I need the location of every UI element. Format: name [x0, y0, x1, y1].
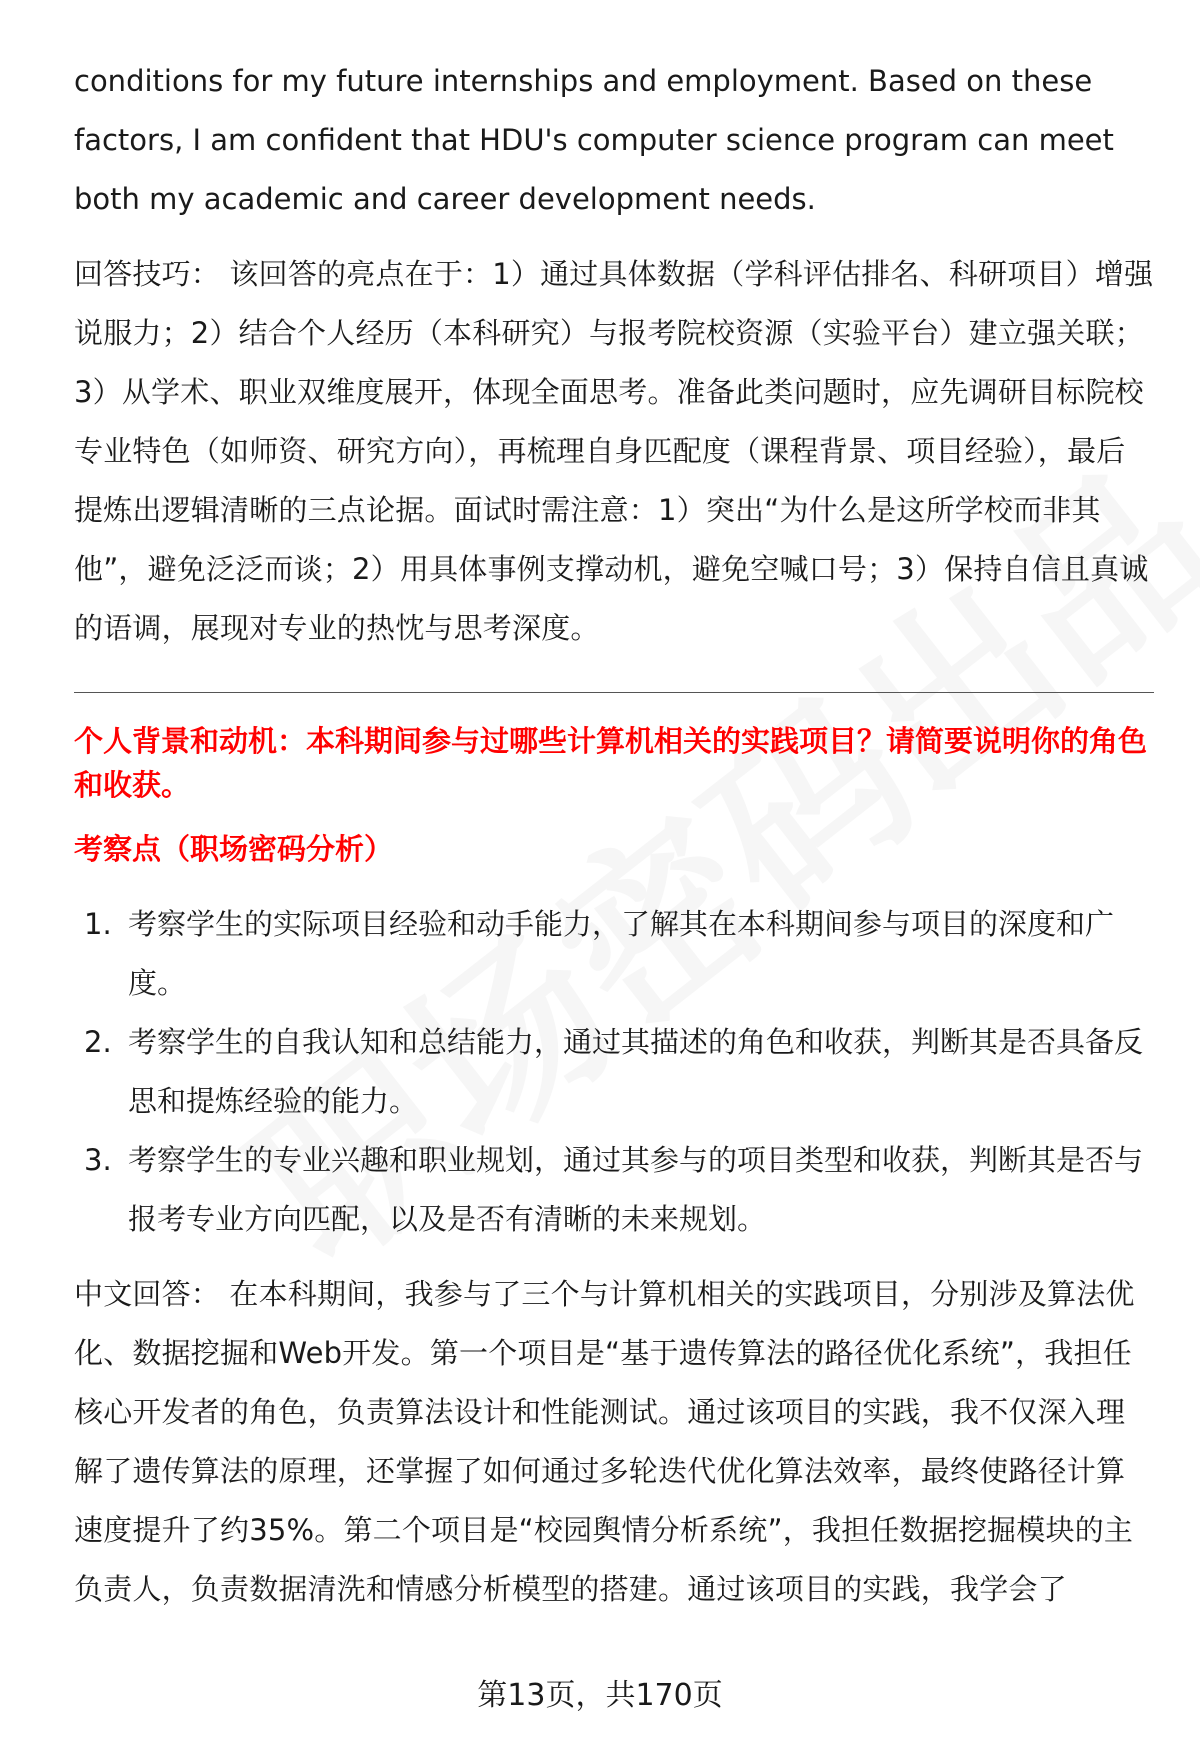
assessment-points-list [74, 895, 1154, 1249]
tips-paragraph: 回答技巧： 该回答的亮点在于：1）通过具体数据（学科评估排名、科研项目）增强说服力；2）结合个人经历（本科研究）与报考院校资源（实验平台）建立强关联；3）从学术、职业双维度展开，体现全面思考。准备此类问题时，应先调研目标院校专业特色（如师资、研究方向），再梳理自身匹配度（课程背景、项目经验），最后提炼出逻辑清晰的三点论据。面试时需注意：1）突出“为什么是这所学校而非其他”，避免泛泛而谈；2）用具体事例支撑动机，避免空喊口号；3）保持自信且真诚的语调，展现对专业的热忱与思考深度。 [74, 257, 1154, 645]
spacer [74, 693, 1154, 719]
spacer [74, 658, 1154, 692]
assessment-title: 考察点（职场密码分析） [74, 832, 394, 866]
chinese-answer-paragraph: 中文回答： 在本科期间，我参与了三个与计算机相关的实践项目，分别涉及算法优化、数据挖掘和Web开发。第一个项目是“基于遗传算法的路径优化系统”，我担任核心开发者的角色，负责算法设计和性能测试。通过该项目的实践，我不仅深入理解了遗传算法的原理，还掌握了如何通过多轮迭代优化算法效率，最终使路径计算速度提升了约35%。第二个项目是“校园舆情分析系统”，我担任数据挖掘模块的主负责人，负责数据清洗和情感分析模型的搭建。通过该项目的实践，我学会了 [74, 1277, 1135, 1606]
spacer [74, 871, 1154, 895]
spacer [74, 1249, 1154, 1265]
page-footer: 第13页，共170页 [477, 1678, 723, 1713]
continuation-paragraph: conditions for my future internships and employment. Based on these factors, I am confident that HDU's computer science program can meet both my academic and career development needs. [74, 64, 1114, 216]
list-number: 3. [84, 1143, 112, 1177]
list-item [74, 895, 1154, 1013]
list-item-text: 考察学生的自我认知和总结能力，通过其描述的角色和收获，判断其是否具备反思和提炼经验的能力。 [128, 1025, 1144, 1118]
spacer [74, 229, 1154, 245]
question-title: 个人背景和动机：本科期间参与过哪些计算机相关的实践项目？请简要说明你的角色和收获。 [74, 724, 1148, 802]
list-number: 1. [84, 907, 112, 941]
list-item [74, 1131, 1154, 1249]
list-number: 2. [84, 1025, 112, 1059]
spacer [74, 807, 1154, 827]
list-item-text: 考察学生的实际项目经验和动手能力，了解其在本科期间参与项目的深度和广度。 [128, 907, 1115, 1000]
list-item [74, 1013, 1154, 1131]
list-item-text: 考察学生的专业兴趣和职业规划，通过其参与的项目类型和收获，判断其是否与报考专业方向匹配，以及是否有清晰的未来规划。 [128, 1143, 1144, 1236]
page-content [74, 52, 1154, 1619]
